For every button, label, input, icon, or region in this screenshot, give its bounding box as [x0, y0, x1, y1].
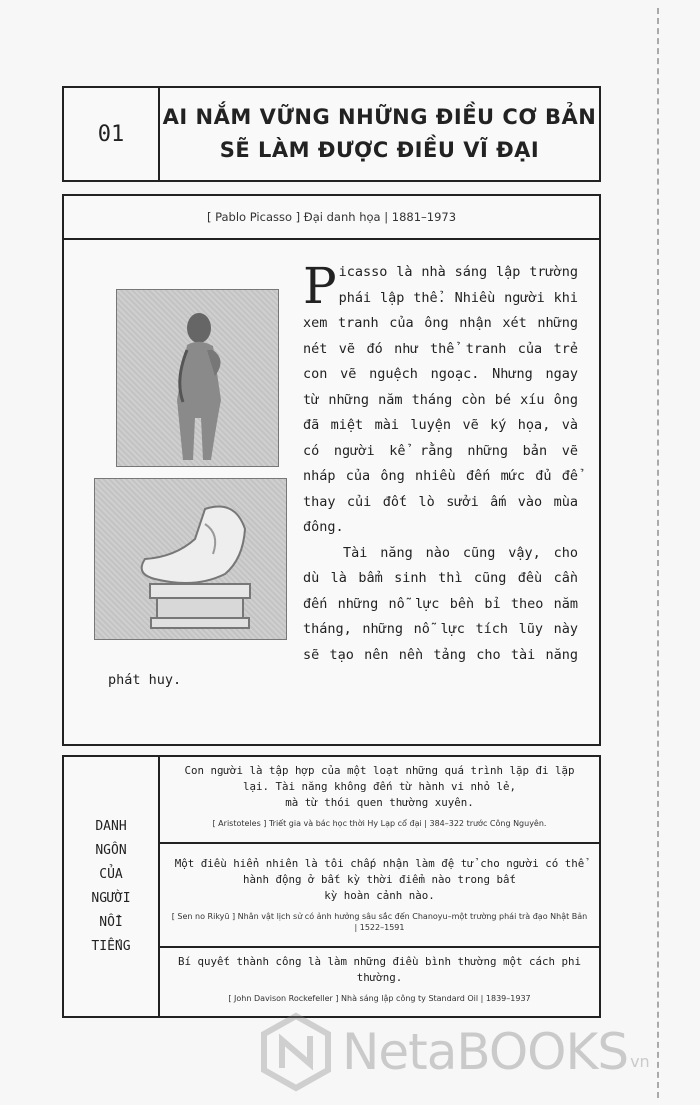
author-line: [ Pablo Picasso ] Đại danh họa | 1881–1973: [64, 196, 599, 240]
quote-text-line: mà từ thói quen thường xuyên.: [285, 796, 474, 809]
quote-source: [ John Davison Rockefeller ] Nhà sáng lập công ty Standard Oil | 1839–1937: [228, 994, 531, 1003]
quote-source: [ Sen no Rikyū ] Nhân vật lịch sử có ảnh hưởng sâu sắc đến Chanoyu–một trường phái trà đạo Nhật Bản | 1522–1591: [171, 912, 588, 932]
n-logo-icon: [256, 1012, 336, 1092]
quote-text-line: Con người là tập hợp của một loạt những quá trình lặp đi lặp lại. Tài năng không đến từ hành vi nhỏ lẻ,: [184, 764, 575, 793]
quote-text-line: Bí quyết thành công là làm những điều bình thường một cách phi thường.: [177, 955, 582, 984]
quote-item: [160, 948, 599, 1018]
page-fold-dashed-line: [657, 8, 659, 1098]
quote-item: [160, 844, 599, 948]
quote-text: [170, 954, 589, 986]
quote-text: [170, 856, 589, 904]
quote-text-line: Một điều hiển nhiên là tôi chấp nhận làm đệ tử cho người có thể hành động ở bất kỳ thời điểm nào trong bất: [174, 857, 585, 886]
watermark-suffix: vn: [630, 1051, 650, 1071]
chapter-number: 01: [64, 88, 160, 180]
side-label-word: DANH: [95, 818, 127, 834]
quote-item: [160, 757, 599, 844]
article-box: [62, 194, 601, 746]
famous-quotes-box: [62, 755, 601, 1018]
paragraph-2: Tài năng nào cũng vậy, cho dù là bẩm sinh thì cũng đều cần đến những nỗ lực bền bỉ theo năm tháng, những nỗ lực tích lũy này sẽ tạo nên nền tảng cho tài năng phát huy.: [108, 544, 578, 688]
article-text: [108, 257, 578, 694]
quote-text-line: kỳ hoàn cảnh nào.: [324, 889, 435, 902]
paragraph-1-text: icasso là nhà sáng lập trường phái lập thể. Nhiều người khi xem tranh của ông nhận xét những nét vẽ đó như thể tranh của trẻ con vẽ nguệch ngoạc. Nhưng ngay từ những năm tháng còn bé xíu ông đã miệt mài luyện vẽ ký họa, và có người kể rằng những bản vẽ nháp của ông nhiều đến mức đủ để thay củi đốt lò sưởi ấm vào mùa đông.: [303, 264, 578, 535]
quotes-side-label: [64, 757, 160, 1016]
side-label-word: NGÔN: [95, 842, 127, 858]
side-label-word: CỦA: [99, 866, 123, 882]
side-label-word: TIẾNG: [91, 938, 131, 954]
watermark-text: NetaBOOKS: [342, 1023, 629, 1081]
chapter-header: [62, 86, 601, 182]
quote-text: [170, 763, 589, 811]
watermark: [256, 1012, 650, 1092]
chapter-title-line-1: AI NẮM VỮNG NHỮNG ĐIỀU CƠ BẢN: [162, 105, 597, 129]
side-label-word: NỔI: [99, 914, 123, 930]
side-label-word: NGƯỜI: [91, 890, 131, 906]
quote-source: [ Aristoteles ] Triết gia và bác học thời Hy Lạp cổ đại | 384–322 trước Công Nguyên.: [212, 819, 547, 828]
chapter-title: [160, 88, 599, 180]
image-float-spacer: [108, 260, 303, 652]
chapter-title-line-2: SẼ LÀM ĐƯỢC ĐIỀU VĨ ĐẠI: [219, 138, 540, 162]
drop-cap: P: [303, 257, 337, 315]
